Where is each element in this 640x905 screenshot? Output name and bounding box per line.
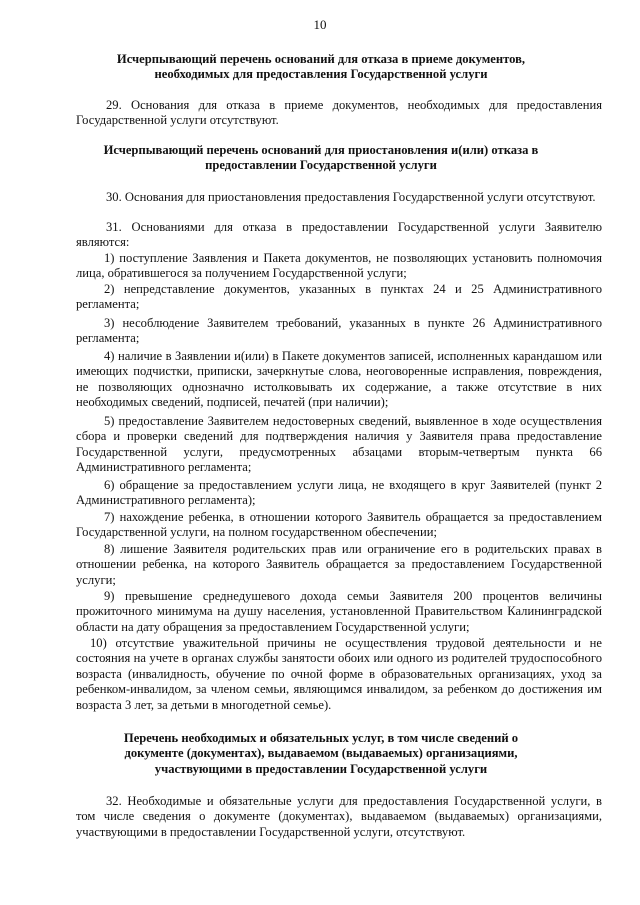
paragraph-30: 30. Основания для приостановления предоставления Государственной услуги отсутствуют. — [106, 190, 596, 204]
list-item-9: 9) превышение среднедушевого дохода семьи Заявителя 200 процентов величины прожиточного минимума на душу населения, установленной Правительством Калининградской области на дату обращения за предоставлением Государственной услуги; — [76, 589, 602, 634]
list-item-3: 3) несоблюдение Заявителем требований, указанных в пункте 26 Административного регламента; — [76, 316, 602, 346]
list-item-1: 1) поступление Заявления и Пакета документов, не позволяющих установить полномочия лица, обратившегося за получением Государственной услуги; — [76, 251, 602, 281]
list-item-10: 10) отсутствие уважительной причины не осуществления трудовой деятельности и не состояния на учете в органах службы занятости обоих или одного из родителей трудоспособного возраста (инвалидность, обучение по очной форме в образовательных организациях, уход за ребенком-инвалидом, за членом семьи, являющимся инвалидом, за ребенком до достижения им возраста 3 лет, за детьми в многодетной семье). — [76, 636, 602, 712]
list-item-5: 5) предоставление Заявителем недостоверных сведений, выявленное в ходе осуществления сбора и проверки сведений для подтверждения наличия у Заявителя права предоставление Государственной услуги, предусмотренных абзацами вторым-четвертым пункта 66 Административного регламента; — [76, 414, 602, 475]
list-item-7: 7) нахождение ребенка, в отношении которого Заявитель обращается за предоставлением Государственной услуги, на полном государственном обеспечении; — [76, 510, 602, 540]
section-heading-refusal-acceptance: Исчерпывающий перечень оснований для отказа в приеме документов, необходимых для предоставления Государственной услуги — [116, 52, 526, 82]
list-item-8: 8) лишение Заявителя родительских прав или ограничение его в родительских правах в отношении ребенка, на которого Заявитель обращается за предоставлением Государственной услуги; — [76, 542, 602, 587]
list-item-4: 4) наличие в Заявлении и(или) в Пакете документов записей, исполненных карандашом или имеющих подчистки, приписки, зачеркнутые слова, неоговоренные исправления, повреждения, не позволяющих однозначно истолковывать их содержание, а также отсутствие в них необходимых сведений, подписей, печатей (при наличии); — [76, 349, 602, 410]
paragraph-29: 29. Основания для отказа в приеме документов, необходимых для предоставления Государственной услуги отсутствуют. — [76, 98, 602, 128]
section-heading-suspension-refusal: Исчерпывающий перечень оснований для приостановления и(или) отказа в предоставлении Государственной услуги — [103, 143, 539, 173]
list-item-2: 2) непредставление документов, указанных в пунктах 24 и 25 Административного регламента; — [76, 282, 602, 312]
section-heading-required-services: Перечень необходимых и обязательных услуг, в том числе сведений о документе (документах), выдаваемом (выдаваемых) организациями, участвующими в предоставлении Государственной услуги — [123, 731, 519, 776]
page-number: 10 — [313, 17, 327, 32]
paragraph-31: 31. Основаниями для отказа в предоставлении Государственной услуги Заявителю являются: — [76, 220, 602, 250]
paragraph-32: 32. Необходимые и обязательные услуги для предоставления Государственной услуги, в том числе сведения о документе (документах), выдаваемом (выдаваемых) организациями, участвующими в предоставлении Государственной услуги, отсутствуют. — [76, 794, 602, 839]
list-item-6: 6) обращение за предоставлением услуги лица, не входящего в круг Заявителей (пункт 2 Административного регламента); — [76, 478, 602, 508]
